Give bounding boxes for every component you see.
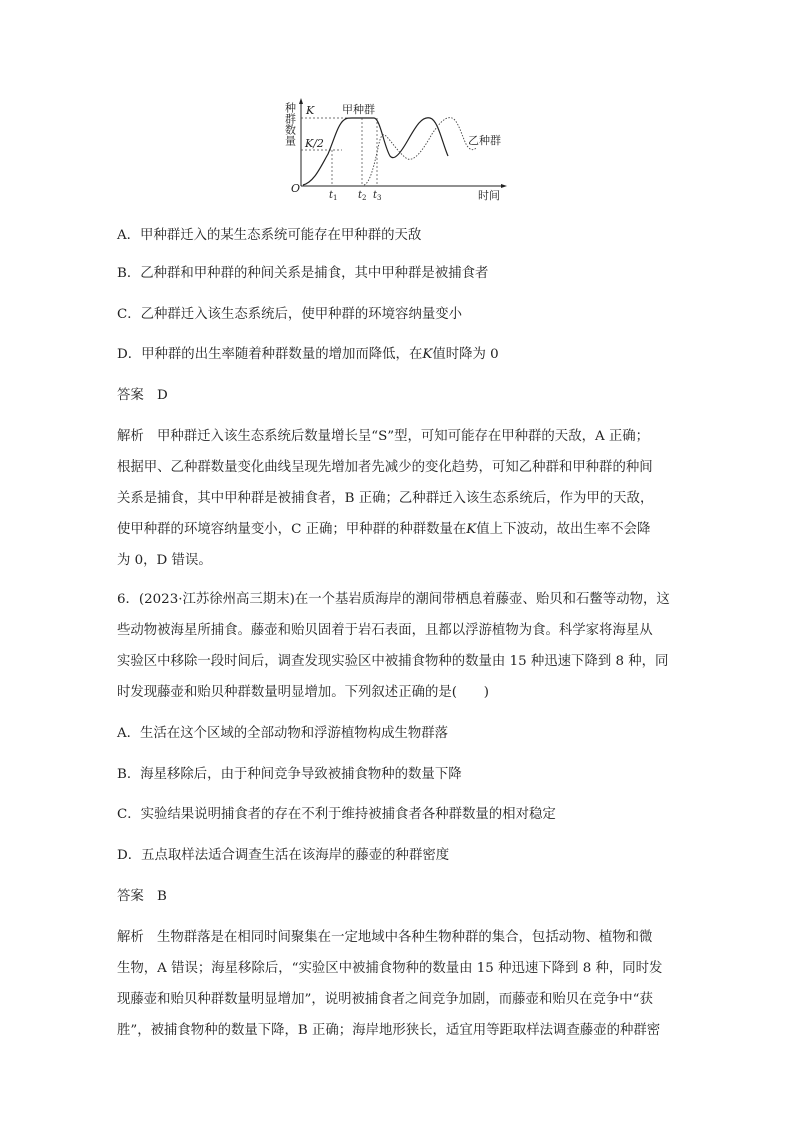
q6-option-c: C．实验结果说明捕食者的存在不利于维持被捕食者各种群数量的相对稳定: [117, 807, 556, 822]
q5-analysis-line-5: 为 0，D 错误。: [117, 553, 212, 568]
q6-analysis-line-1: [117, 928, 697, 948]
series-jia-curve: [303, 118, 448, 185]
q5-analysis-line-4-pre: 使甲种群的环境容纳量变小，C 正确；甲种群的种群数量在: [117, 522, 467, 537]
q5-analysis-line-1: [117, 427, 697, 447]
y-axis-label: 种群数量: [283, 102, 297, 146]
q5-option-d-post: 值时降为 0: [432, 347, 499, 362]
q5-answer-value: D: [157, 388, 168, 403]
q5-analysis-text-1: 甲种群迁入该生态系统后数量增长呈“S”型，可知可能存在甲种群的天敌，A 正确；: [157, 429, 650, 444]
q6-option-a: A．生活在这个区域的全部动物和浮游植物构成生物群落: [117, 726, 449, 741]
q6-answer-value: B: [157, 889, 167, 904]
y-axis-arrow: [299, 98, 303, 104]
q5-analysis-line-3: 关系是捕食，其中甲种群是被捕食者，B 正确；乙种群迁入该生态系统后，作为甲的天敌，: [117, 491, 654, 506]
t2-label: $t_2$: [358, 190, 367, 202]
origin-label: O: [291, 182, 301, 195]
q6-stem-line-2: 些动物被海星所捕食。藤壶和贻贝固着于岩石表面，且都以浮游植物为食。科学家将海星从: [117, 623, 653, 638]
q6-answer-label: 答案: [117, 889, 144, 904]
series-yi-label: 乙种群: [468, 134, 501, 147]
q6-stem-line-3: 实验区中移除一段时间后，调查发现实验区中被捕食物种的数量由 15 种迅速下降到 8 种，同: [117, 654, 669, 669]
q6-option-b: B．海星移除后，由于种间竞争导致被捕食物种的数量下降: [117, 767, 462, 782]
q5-option-d-pre: D．甲种群的出生率随着种群数量的增加而降低，在: [117, 347, 423, 362]
t1-label: $t_1$: [329, 190, 338, 202]
q5-analysis-line-4: [117, 520, 697, 540]
population-curve-figure: [282, 96, 508, 204]
q5-answer-label: 答案: [117, 388, 144, 403]
q6-analysis-line-2: 生物，A 错误；海星移除后，“实验区中被捕食物种的数量由 15 种迅速下降到 8 种，同时发: [117, 961, 663, 976]
q5-option-b: B．乙种群和甲种群的种间关系是捕食，其中甲种群是被捕食者: [117, 266, 489, 281]
t3-label: $t_3$: [373, 190, 382, 202]
q5-answer: [117, 386, 697, 406]
x-axis-label: 时间: [478, 189, 500, 202]
q6-answer: [117, 887, 697, 907]
population-curve-svg: [282, 96, 508, 204]
k-half-label: K/2: [305, 137, 324, 150]
q6-analysis-line-3: 现藤壶和贻贝种群数量明显增加”，说明被捕食者之间竞争加剧，而藤壶和贻贝在竞争中“获: [117, 992, 653, 1007]
q6-analysis-text-1: 生物群落是在相同时间聚集在一定地域中各种生物种群的集合，包括动物、植物和微: [157, 930, 653, 945]
q6-analysis-label: 解析: [117, 930, 144, 945]
q5-analysis-line-2: 根据甲、乙种群数量变化曲线呈现先增加者先减少的变化趋势，可知乙种群和甲种群的种间: [117, 460, 653, 475]
k-label: K: [306, 104, 315, 117]
q5-option-a: A．甲种群迁入的某生态系统可能存在甲种群的天敌: [117, 228, 422, 243]
q5-option-c: C．乙种群迁入该生态系统后，使甲种群的环境容纳量变小: [117, 307, 463, 322]
q5-analysis-line-4-k: K: [466, 522, 477, 537]
q6-stem-line-1: 6．(2023·江苏徐州高三期末)在一个基岩质海岸的潮间带栖息着藤壶、贻贝和石鳖等动物，这: [117, 592, 670, 607]
q5-analysis-label: 解析: [117, 429, 144, 444]
x-axis-arrow: [501, 184, 507, 188]
q6-stem-line-4: 时发现藤壶和贻贝种群数量明显增加。下列叙述正确的是( ): [117, 685, 489, 700]
q5-option-d: [117, 345, 697, 365]
series-jia-label: 甲种群: [342, 103, 375, 116]
q5-analysis-line-4-post: 值上下波动，故出生率不会降: [476, 522, 651, 537]
q6-analysis-line-4: 胜”，被捕食物种的数量下降，B 正确；海岸地形狭长，适宜用等距取样法调查藤壶的种群密: [117, 1023, 661, 1038]
q5-option-d-k: K: [422, 347, 433, 362]
q6-option-d: D．五点取样法适合调查生活在该海岸的藤壶的种群密度: [117, 848, 450, 863]
